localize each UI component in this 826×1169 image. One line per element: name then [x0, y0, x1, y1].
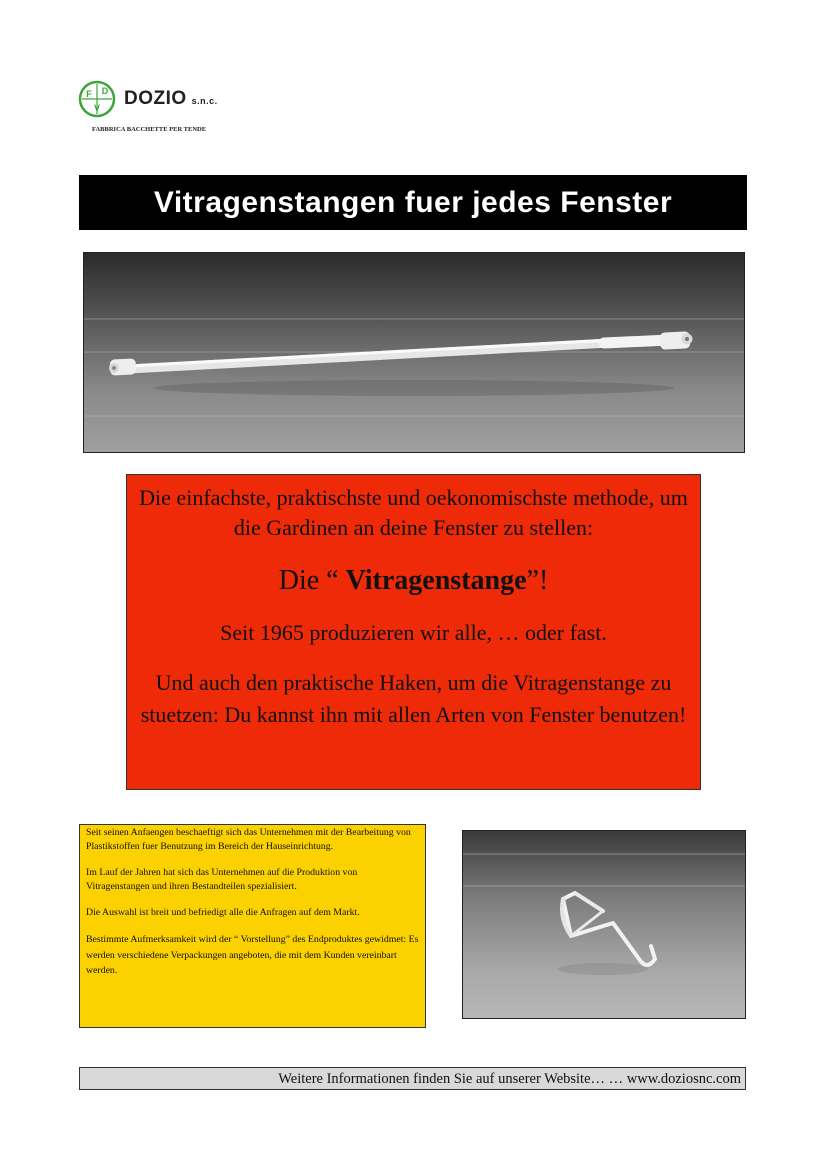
fdv-emblem-icon [78, 80, 118, 120]
brand-name [124, 88, 218, 110]
info-paragraph: Die Auswahl ist breit und befriedigt alle die Anfragen auf dem Markt. [86, 907, 360, 918]
logo-letter-d: D [101, 86, 109, 96]
logo-letter-f: F [86, 89, 92, 99]
info-paragraph: Bestimmte Aufmerksamkeit wird der “ Vorstellung” des Endproduktes gewidmet: Es werden verschiedene Verpackungen angeboten, die mit dem Kunden vereinbart werden. [86, 934, 419, 976]
curtain-rod-photo [83, 252, 745, 453]
headline-product: Vitragenstange [345, 565, 527, 596]
headline-suffix: ”! [526, 565, 549, 596]
page-title: Vitragenstangen fuer jedes Fenster [79, 175, 747, 230]
info-paragraph: Im Lauf der Jahren hat sich das Unternehmen auf die Produktion von Vitragenstangen und ihren Bestandteilen spezialisiert. [86, 867, 358, 892]
curtain-hook-image [463, 831, 745, 1018]
hook-photo [462, 830, 746, 1019]
footer-bar: Weitere Informationen finden Sie auf unserer Website… … www.doziosnc.com [79, 1067, 746, 1090]
brand-text: DOZIO [124, 88, 187, 109]
hook-text: Und auch den praktische Haken, um die Vitragenstange zu stuetzen: Du kannst ihn mit allen Arten von Fenster benutzen! [140, 670, 687, 727]
curtain-rod-image [84, 253, 744, 452]
brand-tagline: FABBRICA BACCHETTE PER TENDE [92, 126, 207, 133]
logo-letter-v: V [93, 103, 101, 113]
since-text: Seit 1965 produzieren wir alle, … oder fast. [220, 620, 607, 645]
brand-suffix: s.n.c. [191, 96, 218, 106]
highlight-box [126, 474, 701, 790]
intro-text: Die einfachste, praktischste und oekonomischste methode, um die Gardinen an deine Fenster zu stellen: [139, 485, 688, 540]
headline [127, 563, 700, 599]
headline-prefix: Die “ [278, 565, 346, 596]
company-logo [78, 80, 278, 140]
company-info-box [79, 824, 426, 1028]
info-paragraph: Seit seinen Anfaengen beschaeftigt sich das Unternehmen mit der Bearbeitung von Plastikstoffen fuer Benutzung im Bereich der Hauseinrichtung. [86, 827, 411, 852]
